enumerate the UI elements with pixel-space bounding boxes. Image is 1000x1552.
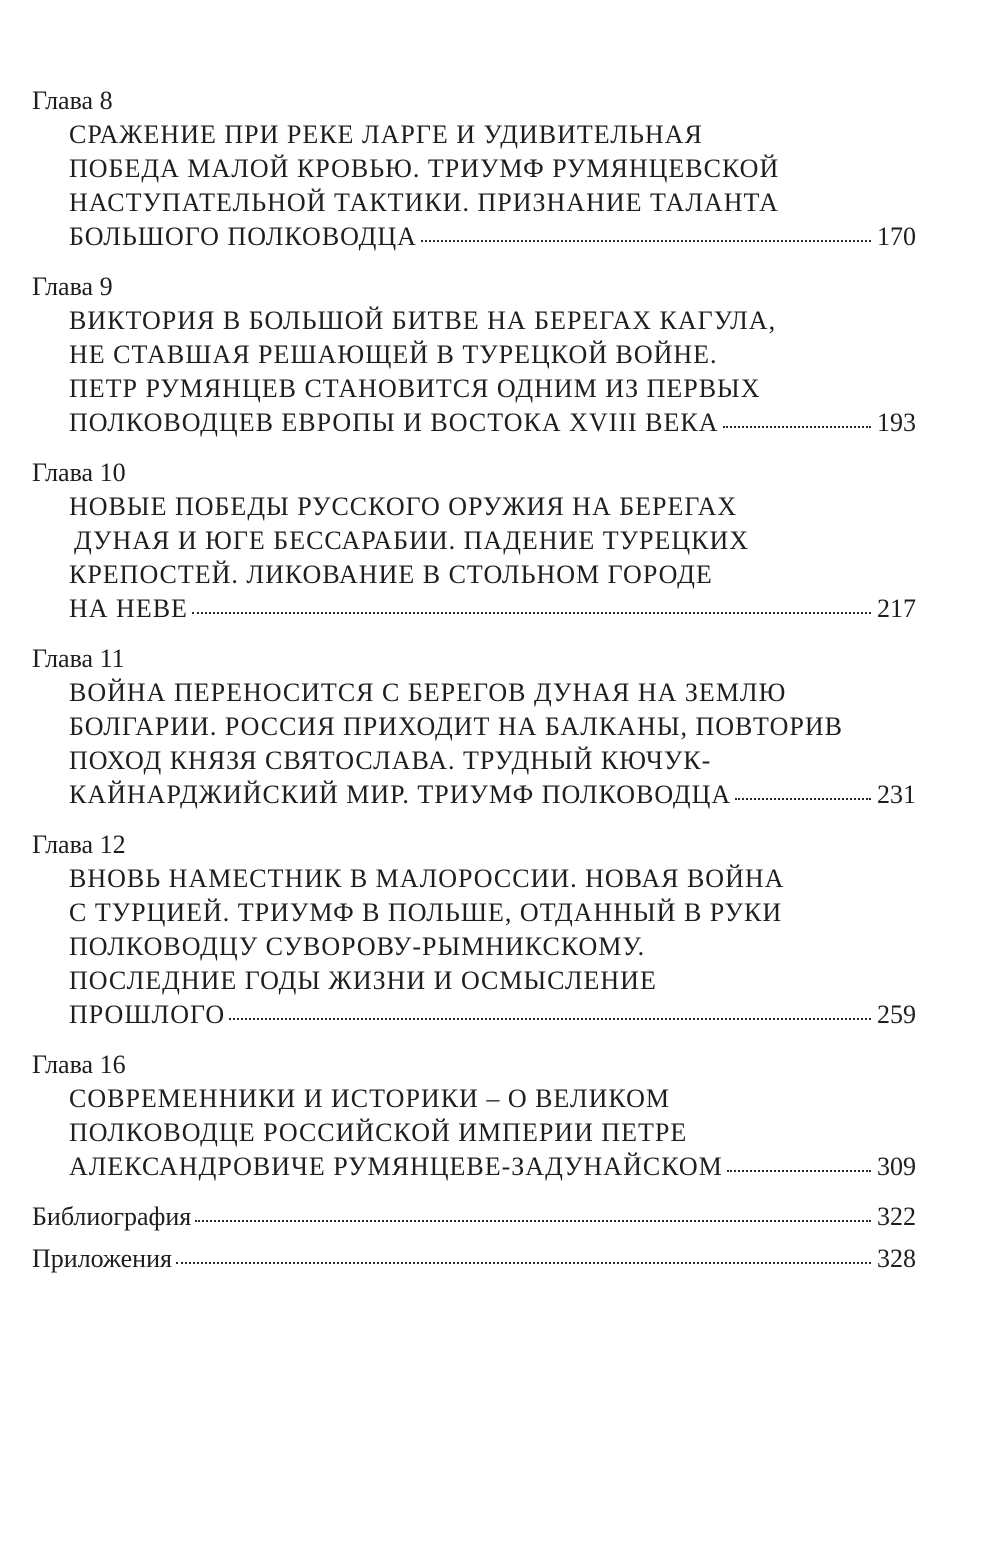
- chapter-title-last-line: [69, 778, 916, 812]
- page-number: 193: [877, 408, 916, 437]
- chapter-title-line: СРАЖЕНИЕ ПРИ РЕКЕ ЛАРГЕ И УДИВИТЕЛЬНАЯ: [69, 120, 703, 149]
- toc-entry-chapter-11[interactable]: [32, 642, 916, 812]
- chapter-title-last-line: [69, 1150, 916, 1184]
- page-number: 259: [877, 1000, 916, 1029]
- chapter-title-line: ВОЙНА ПЕРЕНОСИТСЯ С БЕРЕГОВ ДУНАЯ НА ЗЕМЛЮ: [69, 678, 787, 707]
- toc-entry-chapter-12[interactable]: [32, 828, 916, 1032]
- chapter-label: Глава 11: [32, 644, 125, 673]
- toc-entry-bibliography[interactable]: [32, 1200, 916, 1234]
- chapter-title-line: ПОСЛЕДНИЕ ГОДЫ ЖИЗНИ И ОСМЫСЛЕНИЕ: [69, 966, 657, 995]
- chapter-title-line: ПОЛКОВОДЦЕ РОССИЙСКОЙ ИМПЕРИИ ПЕТРЕ: [69, 1118, 688, 1147]
- table-of-contents: [32, 84, 916, 1284]
- chapter-title-line: С ТУРЦИЕЙ. ТРИУМФ В ПОЛЬШЕ, ОТДАННЫЙ В РУКИ: [69, 898, 783, 927]
- chapter-title-line: ПОЛКОВОДЦЕВ ЕВРОПЫ И ВОСТОКА XVIII ВЕКА: [69, 408, 719, 437]
- chapter-title-last-line: [69, 998, 916, 1032]
- chapter-label: Глава 8: [32, 86, 113, 115]
- page-number: 217: [877, 594, 916, 623]
- section-title: Библиография: [32, 1202, 192, 1231]
- dot-leader: [229, 1018, 871, 1020]
- chapter-title-line: ВНОВЬ НАМЕСТНИК В МАЛОРОССИИ. НОВАЯ ВОЙНА: [69, 864, 785, 893]
- dot-leader: [723, 426, 871, 428]
- dot-leader: [176, 1262, 871, 1264]
- page-number: 322: [877, 1202, 916, 1231]
- chapter-title-line: ПОЛКОВОДЦУ СУВОРОВУ-РЫМНИКСКОМУ.: [69, 932, 646, 961]
- dot-leader: [735, 798, 871, 800]
- chapter-title-line: СОВРЕМЕННИКИ И ИСТОРИКИ – О ВЕЛИКОМ: [69, 1084, 670, 1113]
- toc-entry-appendices[interactable]: [32, 1242, 916, 1276]
- dot-leader: [421, 240, 871, 242]
- toc-entry-chapter-9[interactable]: [32, 270, 916, 440]
- chapter-title-last-line: [69, 406, 916, 440]
- chapter-title-line: НА НЕВЕ: [69, 594, 188, 623]
- chapter-title-line: АЛЕКСАНДРОВИЧЕ РУМЯНЦЕВЕ-ЗАДУНАЙСКОМ: [69, 1152, 723, 1181]
- page-number: 170: [877, 222, 916, 251]
- chapter-label: Глава 16: [32, 1050, 126, 1079]
- chapter-title-last-line: [69, 220, 916, 254]
- chapter-title-line: НЕ СТАВШАЯ РЕШАЮЩЕЙ В ТУРЕЦКОЙ ВОЙНЕ.: [69, 340, 718, 369]
- chapter-title-line: КАЙНАРДЖИЙСКИЙ МИР. ТРИУМФ ПОЛКОВОДЦА: [69, 780, 732, 809]
- page-number: 231: [877, 780, 916, 809]
- section-title: Приложения: [32, 1244, 172, 1273]
- toc-entry-chapter-10[interactable]: [32, 456, 916, 626]
- dot-leader: [192, 612, 871, 614]
- toc-entry-chapter-8[interactable]: [32, 84, 916, 254]
- chapter-title-line: БОЛЬШОГО ПОЛКОВОДЦА: [69, 222, 417, 251]
- page-number: 309: [877, 1152, 916, 1181]
- chapter-label: Глава 10: [32, 458, 126, 487]
- dot-leader: [195, 1220, 871, 1222]
- chapter-title-line: ВИКТОРИЯ В БОЛЬШОЙ БИТВЕ НА БЕРЕГАХ КАГУЛА,: [69, 306, 777, 335]
- chapter-title-line: ДУНАЯ И ЮГЕ БЕССАРАБИИ. ПАДЕНИЕ ТУРЕЦКИХ: [74, 526, 750, 555]
- dot-leader: [727, 1170, 871, 1172]
- toc-entry-chapter-16[interactable]: [32, 1048, 916, 1184]
- chapter-title-line: ПОБЕДА МАЛОЙ КРОВЬЮ. ТРИУМФ РУМЯНЦЕВСКОЙ: [69, 154, 780, 183]
- chapter-label: Глава 12: [32, 830, 126, 859]
- chapter-title-line: ПОХОД КНЯЗЯ СВЯТОСЛАВА. ТРУДНЫЙ КЮЧУК-: [69, 746, 712, 775]
- chapter-title-line: НОВЫЕ ПОБЕДЫ РУССКОГО ОРУЖИЯ НА БЕРЕГАХ: [69, 492, 738, 521]
- chapter-title-line: НАСТУПАТЕЛЬНОЙ ТАКТИКИ. ПРИЗНАНИЕ ТАЛАНТА: [69, 188, 779, 217]
- chapter-title-line: КРЕПОСТЕЙ. ЛИКОВАНИЕ В СТОЛЬНОМ ГОРОДЕ: [69, 560, 713, 589]
- chapter-title-last-line: [69, 592, 916, 626]
- chapter-title-line: ПРОШЛОГО: [69, 1000, 226, 1029]
- chapter-title-line: ПЕТР РУМЯНЦЕВ СТАНОВИТСЯ ОДНИМ ИЗ ПЕРВЫХ: [69, 374, 761, 403]
- chapter-label: Глава 9: [32, 272, 113, 301]
- chapter-title-line: БОЛГАРИИ. РОССИЯ ПРИХОДИТ НА БАЛКАНЫ, ПОВТОРИВ: [69, 712, 843, 741]
- page-number: 328: [877, 1244, 916, 1273]
